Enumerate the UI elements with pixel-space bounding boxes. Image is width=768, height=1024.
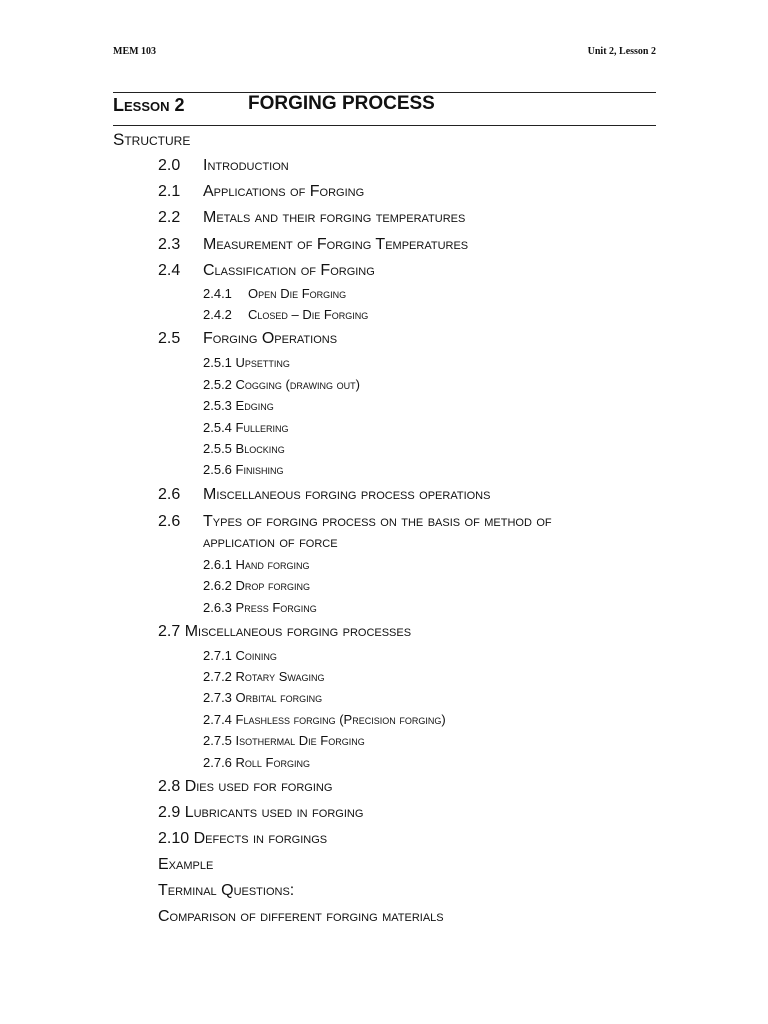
toc-item-2-7-4: 2.7.4 Flashless forging (Precision forging) <box>203 712 446 727</box>
toc-item-2-7-6: 2.7.6 Roll Forging <box>203 755 310 770</box>
toc-item-2-5-1: 2.5.1 Upsetting <box>203 355 290 370</box>
toc-number: 2.2 <box>158 209 181 226</box>
toc-text: Types of forging process on the basis of method of <box>203 513 552 530</box>
lesson-title: FORGING PROCESS <box>248 93 435 114</box>
lesson-label: Lesson 2 <box>113 95 185 115</box>
toc-number: 2.3 <box>158 236 181 253</box>
toc-item-2-7-3: 2.7.3 Orbital forging <box>203 690 323 705</box>
toc-item-2-7-5: 2.7.5 Isothermal Die Forging <box>203 733 365 748</box>
toc-item-2-10: 2.10 Defects in forgings <box>158 830 328 847</box>
toc-number: 2.6 <box>158 486 181 503</box>
toc-item-2-6-1: 2.6.1 Hand forging <box>203 557 310 572</box>
toc-item-2-6-3: 2.6.3 Press Forging <box>203 600 317 615</box>
toc-text: Miscellaneous forging process operations <box>203 486 491 503</box>
toc-item-2-5-3: 2.5.3 Edging <box>203 398 274 413</box>
course-code: MEM 103 <box>113 46 157 57</box>
toc-text: Forging Operations <box>203 330 338 347</box>
toc-number: 2.5 <box>158 330 181 347</box>
toc-text: Closed – Die Forging <box>248 307 369 322</box>
toc-text: Measurement of Forging Temperatures <box>203 236 469 253</box>
toc-number: 2.4.2 <box>203 307 232 322</box>
toc-text: Applications of Forging <box>203 183 365 200</box>
structure-heading: Structure <box>113 130 191 149</box>
toc-text-continuation: application of force <box>203 534 338 551</box>
toc-item-2-5-2: 2.5.2 Cogging (drawing out) <box>203 377 360 392</box>
toc-number: 2.0 <box>158 157 181 174</box>
toc-item-2-7-1: 2.7.1 Coining <box>203 648 277 663</box>
toc-text: Introduction <box>203 157 289 174</box>
toc-item-example: Example <box>158 856 214 873</box>
toc-item-2-7: 2.7 Miscellaneous forging processes <box>158 623 412 640</box>
toc-item-2-7-2: 2.7.2 Rotary Swaging <box>203 669 325 684</box>
toc-item-2-9: 2.9 Lubricants used in forging <box>158 804 364 821</box>
toc-item-2-6-2: 2.6.2 Drop forging <box>203 578 311 593</box>
toc-text: Classification of Forging <box>203 262 375 279</box>
toc-item-terminal-questions: Terminal Questions: <box>158 882 295 899</box>
toc-number: 2.4.1 <box>203 286 232 301</box>
toc-number: 2.6 <box>158 513 181 530</box>
toc-text: Metals and their forging temperatures <box>203 209 466 226</box>
toc-item-comparison: Comparison of different forging materials <box>158 908 444 925</box>
toc-item-2-5-5: 2.5.5 Blocking <box>203 441 285 456</box>
toc-number: 2.1 <box>158 183 181 200</box>
toc-item-2-8: 2.8 Dies used for forging <box>158 778 333 795</box>
toc-number: 2.4 <box>158 262 181 279</box>
toc-item-2-5-4: 2.5.4 Fullering <box>203 420 289 435</box>
toc-text: Open Die Forging <box>248 286 347 301</box>
toc-item-2-5-6: 2.5.6 Finishing <box>203 462 284 477</box>
unit-lesson-label: Unit 2, Lesson 2 <box>587 46 656 57</box>
